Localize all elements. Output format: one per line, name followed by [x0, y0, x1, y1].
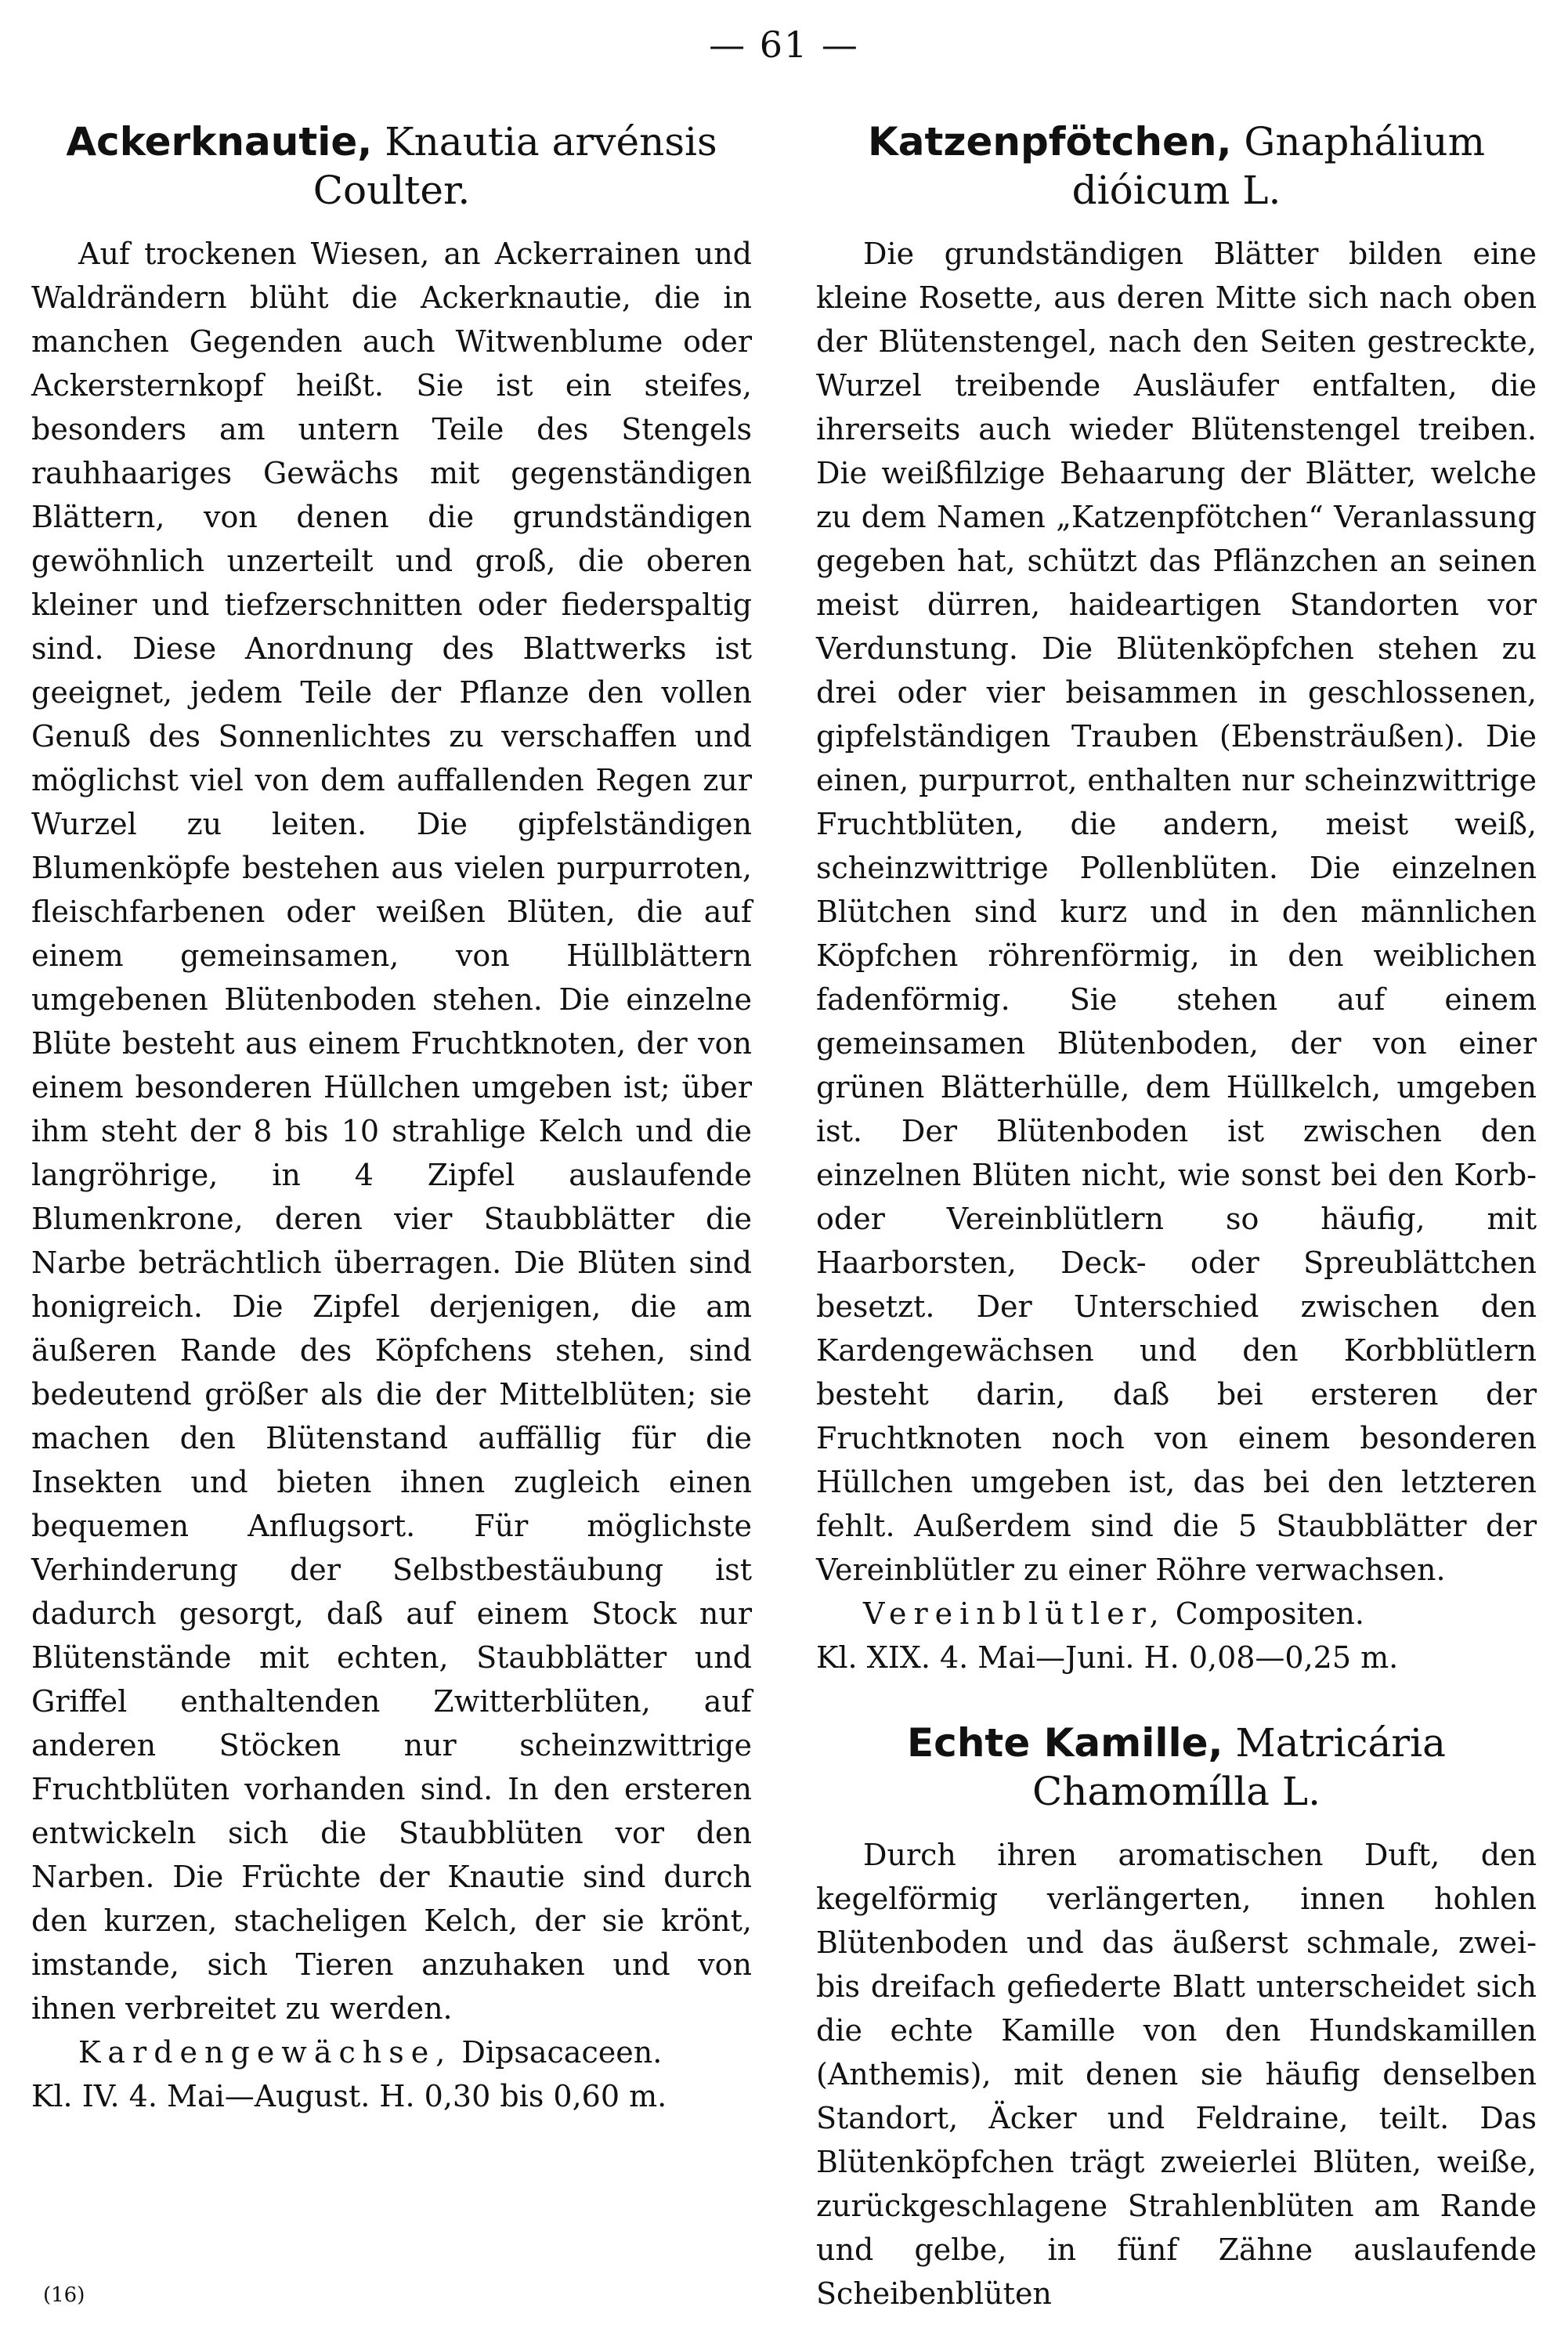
latin-name: Matricária Chamomílla L.: [1032, 1720, 1446, 1814]
family-line: [31, 2030, 752, 2074]
section-spacer: [816, 1679, 1537, 1719]
left-column: [31, 118, 752, 2118]
page-number: — 61 —: [709, 24, 859, 66]
section-heading-ackerknautie: [31, 118, 752, 215]
section-heading-echte-kamille: [816, 1719, 1537, 1816]
section-heading-katzenpfoetchen: [816, 118, 1537, 215]
class-info: Kl. XIX. 4. Mai—Juni. H. 0,08—0,25 m.: [816, 1640, 1399, 1675]
class-info: Kl. IV. 4. Mai—August. H. 0,30 bis 0,60 m.: [31, 2079, 667, 2113]
family-german: Kardengewächse,: [78, 2035, 453, 2070]
body-paragraph: Auf trockenen Wiesen, an Ackerrainen und Waldrändern blüht die Ackerknautie, die in manchen Gegenden auch Witwenblume oder Ackersternkopf heißt. Sie ist ein steifes, besonders am untern Teile des Stengels rauhhaariges Gewächs mit gegenständigen Blättern, von denen die grundständigen gewöhnlich unzerteilt und groß, die oberen kleiner und tiefzerschnitten oder fiederspaltig sind. Diese Anordnung des Blattwerks ist geeignet, jedem Teile der Pflanze den vollen Genuß des Sonnenlichtes zu verschaffen und möglichst viel von dem auffallenden Regen zur Wurzel zu leiten. Die gipfelständigen Blumenköpfe bestehen aus vielen purpurroten, fleischfarbenen oder weißen Blüten, die auf einem gemeinsamen, von Hüllblättern umgebenen Blütenboden stehen. Die einzelne Blüte besteht aus einem Fruchtknoten, der von einem besonderen Hüllchen umgeben ist; über ihm steht der 8 bis 10 strahlige Kelch und die langröhrige, in 4 Zipfel auslaufende Blumenkrone, deren vier Staubblätter die Narbe beträchtlich überragen. Die Blüten sind honigreich. Die Zipfel derjenigen, die am äußeren Rande des Köpfchens stehen, sind bedeutend größer als die der Mittelblüten; sie machen den Blütenstand auffällig für die Insekten und bieten ihnen zugleich einen bequemen Anflugsort. Für möglichste Verhinderung der Selbstbestäubung ist dadurch gesorgt, daß auf einem Stock nur Blütenstände mit echten, Staubblätter und Griffel enthaltenden Zwitterblüten, auf anderen Stöcken nur scheinzwittrige Fruchtblüten vorhanden sind. In den ersteren entwickeln sich die Staubblüten vor den Narben. Die Früchte der Knautie sind durch den kurzen, stacheligen Kelch, der sie krönt, imstande, sich Tieren anzuhaken und von ihnen verbreitet zu werden.: [31, 237, 752, 2026]
plant-title: Katzenpfötchen,: [867, 119, 1232, 164]
family-latin: Compositen.: [1175, 1596, 1364, 1631]
plant-title: Echte Kamille,: [907, 1720, 1223, 1766]
latin-name: Knautia arvénsis Coulter.: [313, 119, 717, 213]
family-line: [816, 1592, 1537, 1636]
body-paragraph: Durch ihren aromatischen Duft, den kegelförmig verlängerten, innen hohlen Blütenboden und das äußerst schmale, zwei- bis dreifach gefiederte Blatt unterscheidet sich die echte Kamille von den Hundskamillen (Anthemis), mit denen sie häufig denselben Standort, Äcker und Feldraine, teilt. Das Blütenköpfchen trägt zweierlei Blüten, weiße, zurückgeschlagene Strahlenblüten am Rande und gelbe, in fünf Zähne auslaufende Scheibenblüten: [816, 1838, 1537, 2311]
family-latin: Dipsacaceen.: [461, 2035, 663, 2070]
signature-mark: (16): [43, 2283, 85, 2307]
plant-title: Ackerknautie,: [66, 119, 373, 164]
body-paragraph: Die grundständigen Blätter bilden eine kleine Rosette, aus deren Mitte sich nach oben der Blütenstengel, nach den Seiten gestreckte, Wurzel treibende Ausläufer entfalten, die ihrerseits auch wieder Blütenstengel treiben. Die weißfilzige Behaarung der Blätter, welche zu dem Namen „Katzenpfötchen“ Veranlassung gegeben hat, schützt das Pflänzchen an seinen meist dürren, haideartigen Standorten vor Verdunstung. Die Blütenköpfchen stehen zu drei oder vier beisammen in geschlossenen, gipfelständigen Trauben (Ebensträußen). Die einen, purpurrot, enthalten nur scheinzwittrige Fruchtblüten, die andern, meist weiß, scheinzwittrige Pollenblüten. Die einzelnen Blütchen sind kurz und in den männlichen Köpfchen röhrenförmig, in den weiblichen fadenförmig. Sie stehen auf einem gemeinsamen Blütenboden, der von einer grünen Blätterhülle, dem Hüllkelch, umgeben ist. Der Blütenboden ist zwischen den einzelnen Blüten nicht, wie sonst bei den Korb- oder Vereinblütlern so häufig, mit Haarborsten, Deck- oder Spreublättchen besetzt. Der Unterschied zwischen den Kardengewächsen und den Korbblütlern besteht darin, daß bei ersteren der Fruchtknoten noch von einem besonderen Hüllchen umgeben ist, das bei den letzteren fehlt. Außerdem sind die 5 Staubblätter der Vereinblütler zu einer Röhre verwachsen.: [816, 237, 1537, 1587]
right-column: [816, 118, 1537, 2316]
family-german: Vereinblütler,: [863, 1596, 1166, 1631]
latin-name: Gnaphálium dióicum L.: [1071, 119, 1485, 213]
